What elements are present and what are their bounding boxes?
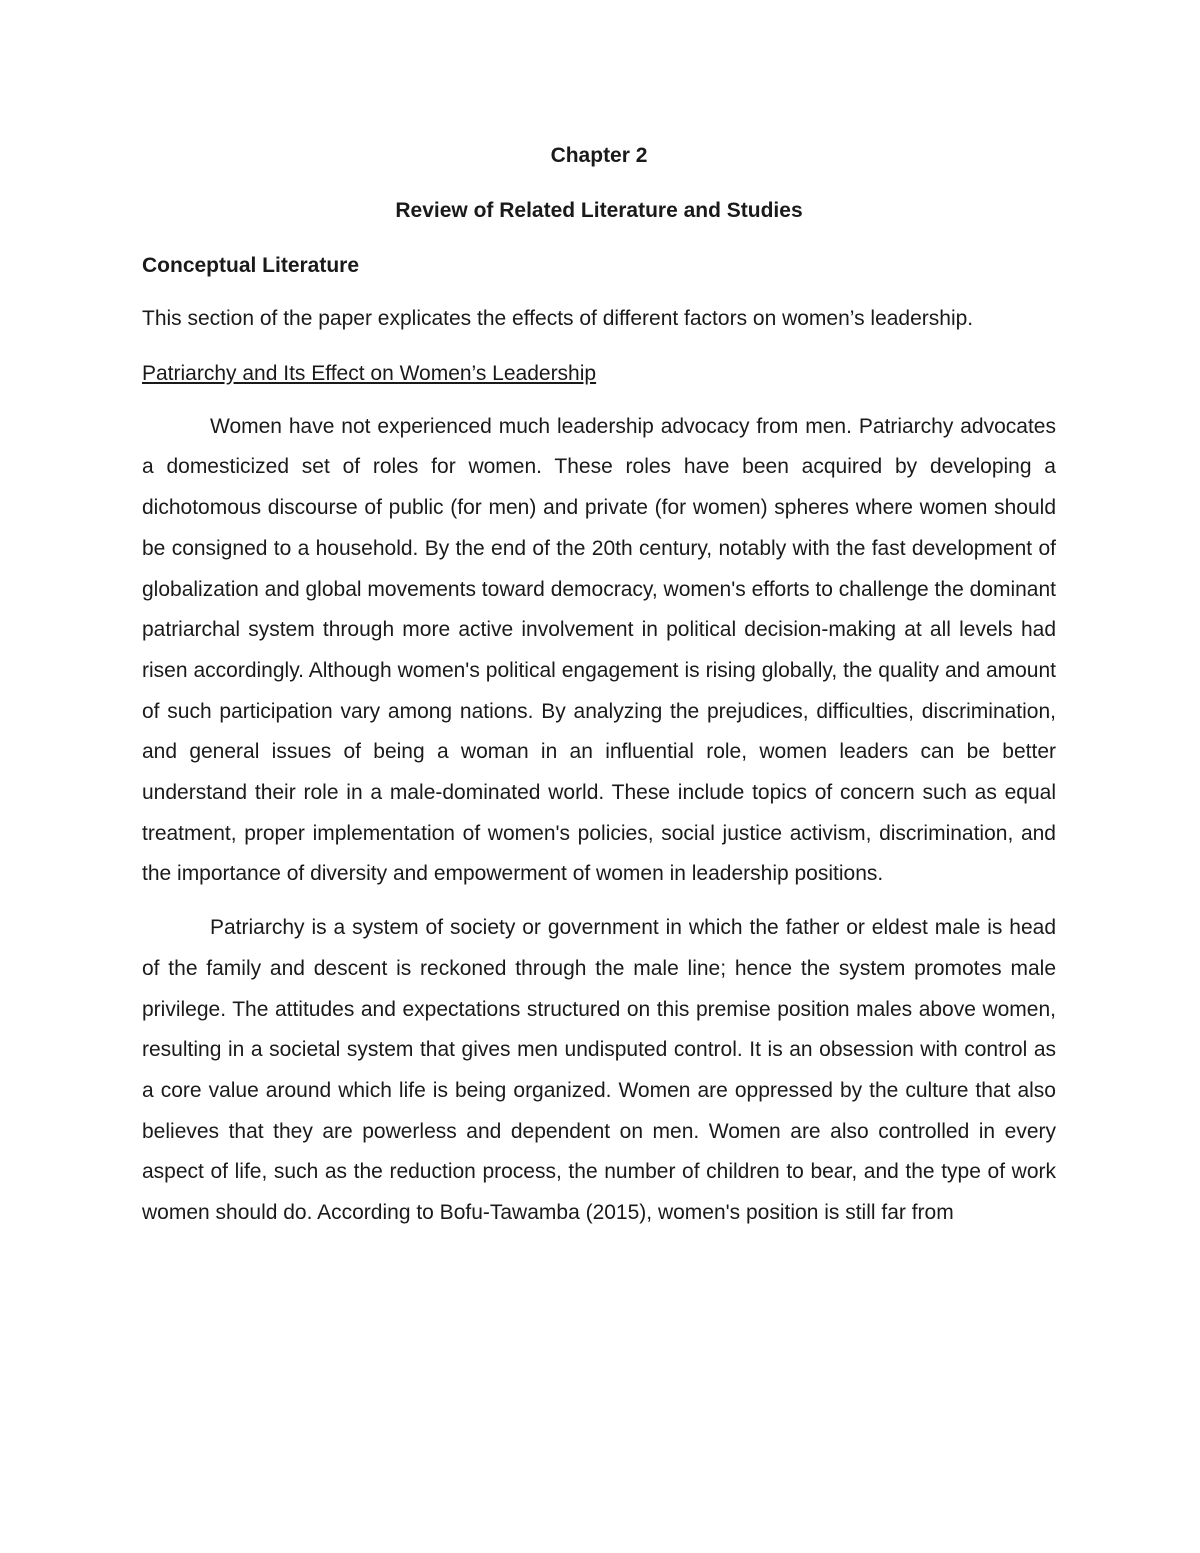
section-heading: Conceptual Literature [142,254,360,277]
body-paragraph-2: Patriarchy is a system of society or government in which the father or eldest male is head of the family and descent is reckoned through the male line; hence the system promotes male privilege. The attitudes and expectations structured on this premise position males above women, resulting in a societal system that gives men undisputed control. It is an obsession with control as a core value around which life is being organized. Women are oppressed by the culture that also believes that they are powerless and dependent on men. Women are also controlled in every aspect of life, such as the reduction process, the number of children to bear, and the type of work women should do. According to Bofu-Tawamba (2015), women's position is still far from [142,916,1056,1225]
body-paragraph-1: Women have not experienced much leadership advocacy from men. Patriarchy advocates a domesticized set of roles for women. These roles have been acquired by developing a dichotomous discourse of public (for men) and private (for women) spheres where women should be consigned to a household. By the end of the 20th century, notably with the fast development of globalization and global movements toward democracy, women's efforts to challenge the dominant patriarchal system through more active involvement in political decision-making at all levels had risen accordingly. Although women's political engagement is rising globally, the quality and amount of such participation vary among nations. By analyzing the prejudices, difficulties, discrimination, and general issues of being a woman in an influential role, women leaders can be better understand their role in a male-dominated world. These include topics of concern such as equal treatment, proper implementation of women's policies, social justice activism, discrimination, and the importance of diversity and empowerment of women in leadership positions. [142,414,1056,886]
intro-paragraph: This section of the paper explicates the effects of different factors on women’s leadership. [142,307,974,330]
chapter-title: Review of Related Literature and Studies [395,199,803,222]
subsection-heading: Patriarchy and Its Effect on Women’s Leadership [142,361,597,385]
page-content [142,138,1056,1234]
chapter-number: Chapter 2 [550,144,648,167]
